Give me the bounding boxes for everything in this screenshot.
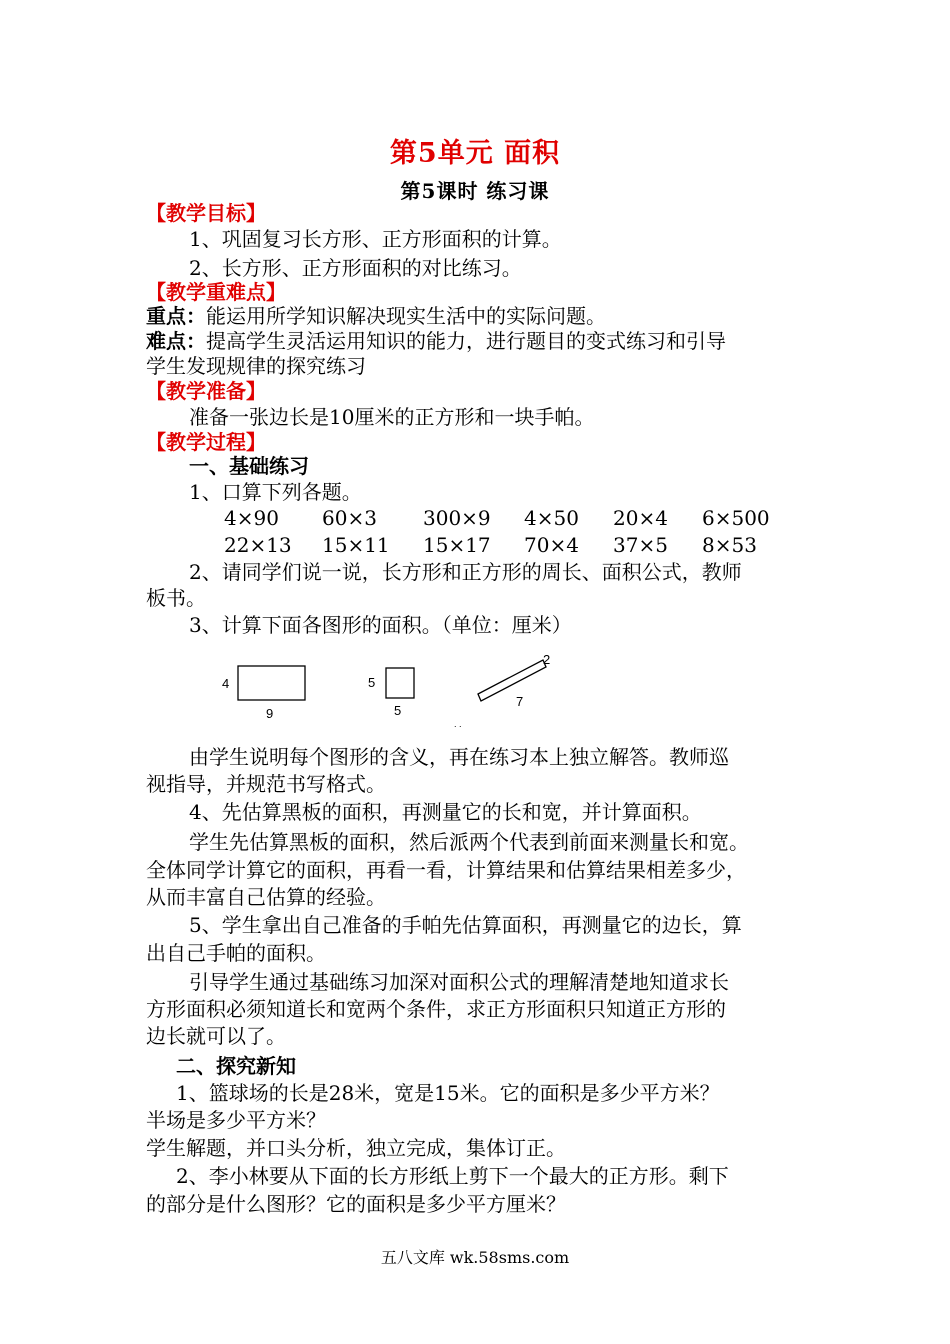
prep-text: 准备一张边长是10厘米的正方形和一块手帕。 — [189, 405, 595, 429]
square-figure — [386, 668, 414, 698]
question-2-cont: 板书。 — [146, 586, 206, 610]
explore-question-2: 2、李小林要从下面的长方形纸上剪下一个最大的正方形。剩下 — [176, 1164, 729, 1188]
strip-figure — [478, 660, 546, 701]
process-heading: 【教学过程】 — [146, 430, 266, 454]
section-explore: 二、探究新知 — [176, 1054, 296, 1078]
calc-item: 6×500 — [702, 506, 770, 530]
question-2: 2、请同学们说一说，长方形和正方形的周长、面积公式，教师 — [189, 560, 742, 584]
calc-item: 37×5 — [613, 533, 668, 557]
calc-item: 4×50 — [524, 506, 579, 530]
key-points-heading: 【教学重难点】 — [146, 280, 286, 304]
prep-heading: 【教学准备】 — [146, 379, 266, 403]
calc-item: 20×4 — [613, 506, 668, 530]
strip-width-label: 2 — [543, 652, 551, 667]
difficulty-text-cont: 学生发现规律的探究练习 — [146, 354, 366, 378]
explore-question-1-cont: 半场是多少平方米？ — [146, 1108, 326, 1132]
calc-item: 60×3 — [322, 506, 377, 530]
section-basic-practice: 一、基础练习 — [189, 454, 309, 478]
calc-item: 4×90 — [224, 506, 279, 530]
paragraph-2: 学生先估算黑板的面积，然后派两个代表到前面来测量长和宽。 — [189, 830, 749, 854]
calc-item: 8×53 — [702, 533, 757, 557]
question-3: 3、计算下面各图形的面积。（单位：厘米） — [189, 613, 572, 637]
paragraph-2-end: 从而丰富自己估算的经验。 — [146, 885, 386, 909]
rect-height-label: 4 — [222, 676, 230, 691]
focus-text: 能运用所学知识解决现实生活中的实际问题。 — [206, 304, 606, 328]
square-height-label: 5 — [368, 675, 376, 690]
question-4: 4、先估算黑板的面积，再测量它的长和宽，并计算面积。 — [189, 800, 702, 824]
difficulty-label: 难点： — [146, 329, 206, 353]
difficulty-text: 提高学生灵活运用知识的能力，进行题目的变式练习和引导 — [206, 329, 726, 353]
goal-item-2: 2、长方形、正方形面积的对比练习。 — [189, 256, 522, 280]
goals-heading: 【教学目标】 — [146, 201, 266, 225]
calc-item: 300×9 — [423, 506, 491, 530]
focus-line — [146, 303, 606, 329]
calc-item: 15×17 — [423, 533, 491, 557]
area-figures — [210, 648, 570, 730]
square-width-label: 5 — [394, 703, 402, 718]
paragraph-1: 由学生说明每个图形的含义，再在练习本上独立解答。教师巡 — [189, 745, 729, 769]
paragraph-3-cont: 方形面积必须知道长和宽两个条件，求正方形面积只知道正方形的 — [146, 997, 726, 1021]
focus-label: 重点： — [146, 304, 206, 328]
question-1: 1、口算下列各题。 — [189, 480, 362, 504]
paragraph-3: 引导学生通过基础练习加深对面积公式的理解清楚地知道求长 — [189, 970, 729, 994]
calc-item: 70×4 — [524, 533, 579, 557]
dot-mark: . . — [454, 719, 462, 729]
calc-row-2 — [0, 532, 950, 558]
strip-length-label: 7 — [516, 694, 524, 709]
paragraph-3-end: 边长就可以了。 — [146, 1024, 286, 1048]
footer-watermark: 五八文库 wk.58sms.com — [380, 1248, 570, 1267]
explore-question-1: 1、篮球场的长是28米，宽是15米。它的面积是多少平方米？ — [176, 1081, 720, 1105]
calc-item: 15×11 — [322, 533, 390, 557]
calc-row-1 — [0, 505, 950, 531]
rectangle-figure — [238, 666, 305, 700]
explore-question-2-cont: 的部分是什么图形？它的面积是多少平方厘米？ — [146, 1192, 566, 1216]
calc-item: 22×13 — [224, 533, 292, 557]
goal-item-1: 1、巩固复习长方形、正方形面积的计算。 — [189, 227, 562, 251]
paragraph-1-cont: 视指导，并规范书写格式。 — [146, 772, 386, 796]
question-5: 5、学生拿出自己准备的手帕先估算面积，再测量它的边长，算 — [189, 913, 742, 937]
difficulty-line — [146, 328, 726, 354]
rect-width-label: 9 — [266, 706, 274, 721]
explore-question-1-note: 学生解题，并口头分析，独立完成，集体订正。 — [146, 1136, 566, 1160]
page-title: 第5单元 面积 — [389, 138, 561, 169]
lesson-subtitle: 第5课时 练习课 — [400, 179, 550, 203]
paragraph-2-cont: 全体同学计算它的面积，再看一看，计算结果和估算结果相差多少， — [146, 858, 746, 882]
question-5-cont: 出自己手帕的面积。 — [146, 941, 326, 965]
